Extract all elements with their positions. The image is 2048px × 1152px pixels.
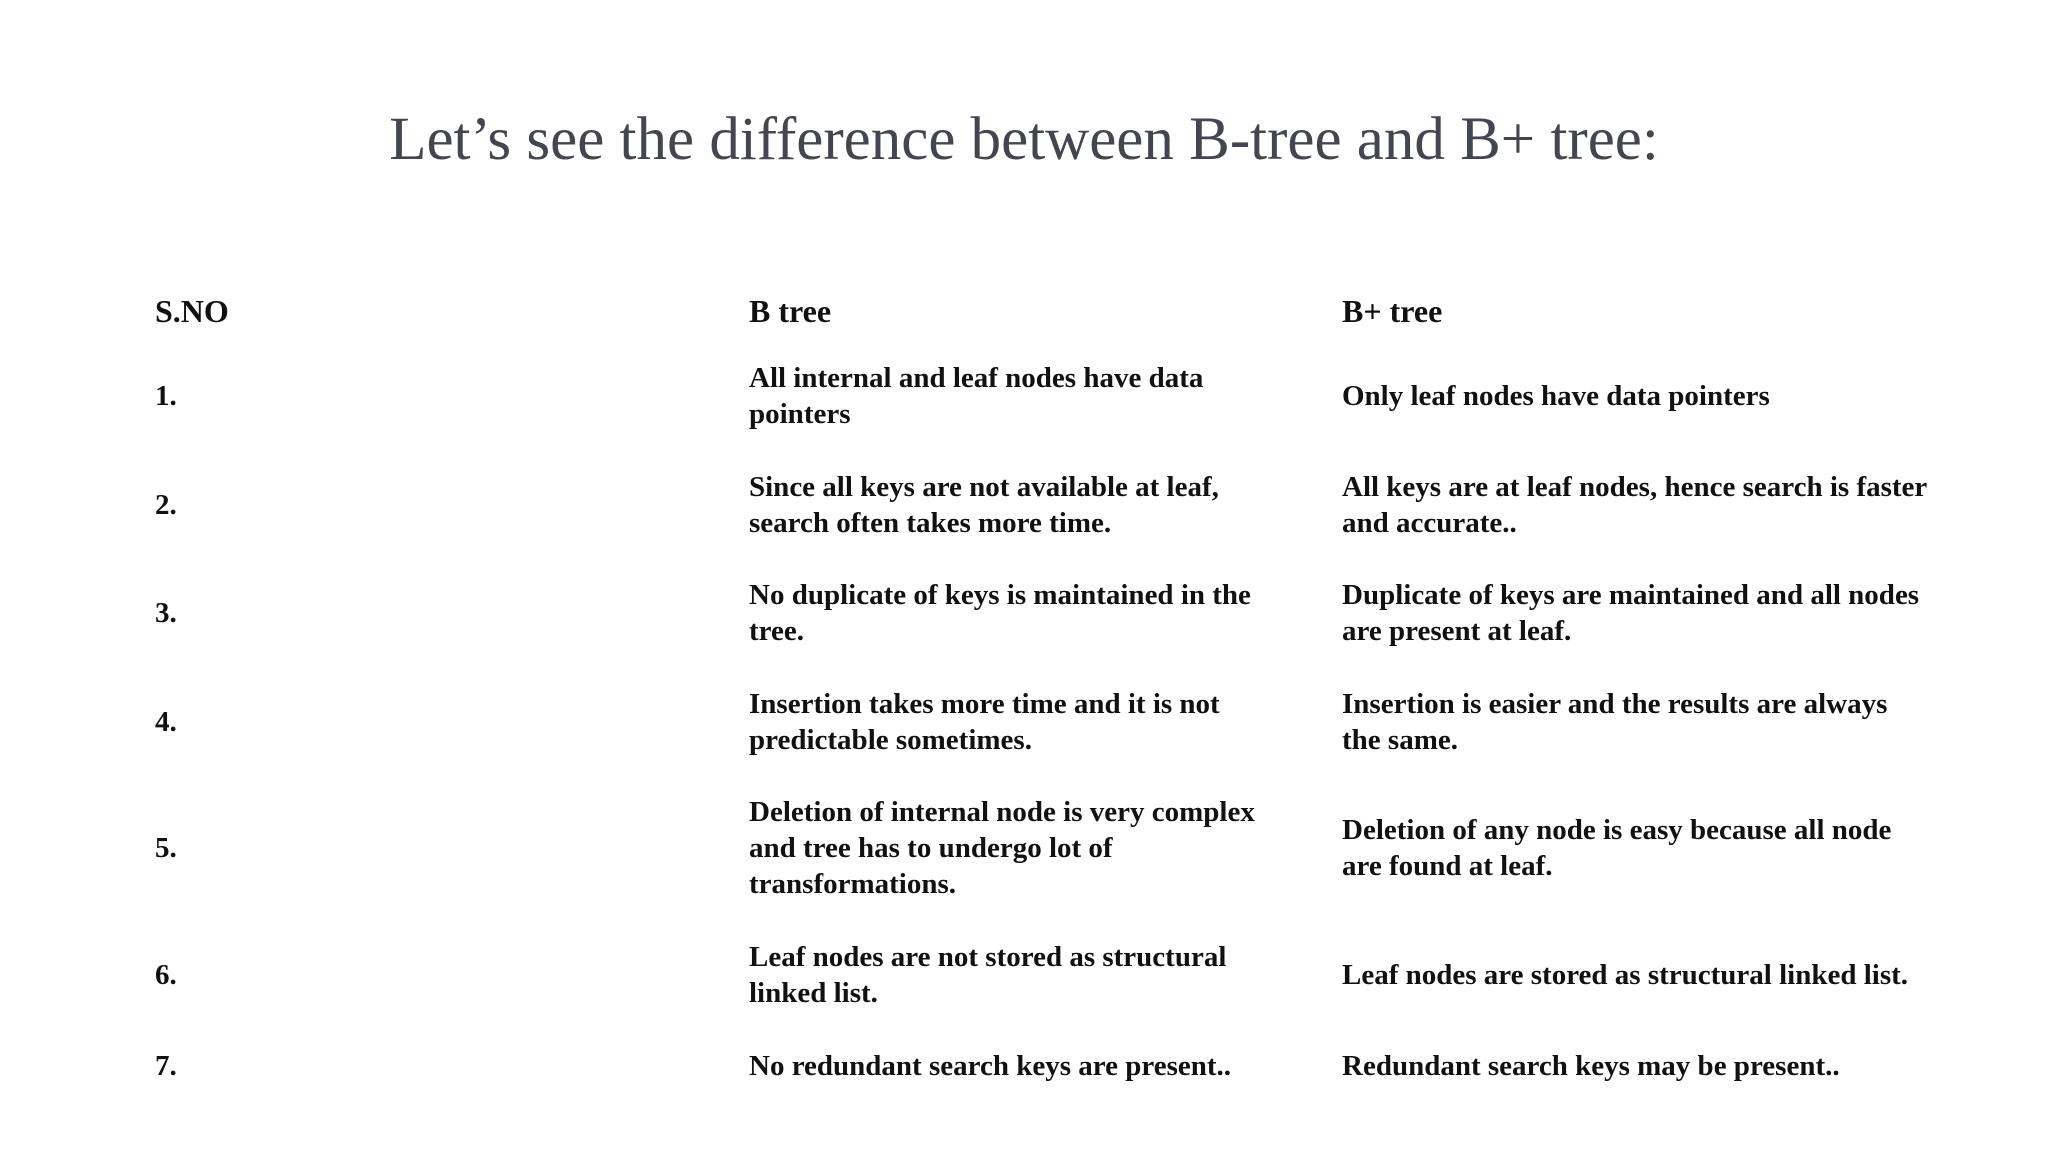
btree-cell: Since all keys are not available at leaf, search often takes more time. bbox=[749, 471, 1219, 539]
btree-cell: Leaf nodes are not stored as structural linked list. bbox=[749, 941, 1227, 1009]
slide-title: Let’s see the difference between B-tree and B+ tree: bbox=[389, 106, 1659, 173]
bplus-tree-cell: Insertion is easier and the results are always the same. bbox=[1342, 688, 1888, 756]
header-sno: S.NO bbox=[155, 293, 229, 329]
bplus-tree-cell: All keys are at leaf nodes, hence search is faster and accurate.. bbox=[1342, 471, 1927, 539]
bplus-tree-cell: Duplicate of keys are maintained and all nodes are present at leaf. bbox=[1342, 579, 1920, 647]
table-row bbox=[155, 1046, 1955, 1086]
header-btree: B tree bbox=[749, 293, 832, 329]
row-number: 2. bbox=[155, 489, 177, 521]
bplus-tree-cell: Only leaf nodes have data pointers bbox=[1342, 380, 1770, 412]
table-row bbox=[155, 575, 1955, 651]
btree-cell: All internal and leaf nodes have data pointers bbox=[749, 362, 1204, 430]
btree-cell: No redundant search keys are present.. bbox=[749, 1050, 1232, 1082]
table-header-row bbox=[155, 287, 1955, 335]
table-row bbox=[155, 937, 1955, 1013]
row-number: 5. bbox=[155, 832, 177, 864]
row-number: 1. bbox=[155, 380, 177, 412]
btree-cell: Deletion of internal node is very complex and tree has to undergo lot of transformations. bbox=[749, 796, 1255, 900]
bplus-tree-cell: Redundant search keys may be present.. bbox=[1342, 1050, 1840, 1082]
bplus-tree-cell: Deletion of any node is easy because all node are found at leaf. bbox=[1342, 814, 1892, 882]
row-number: 6. bbox=[155, 959, 177, 991]
table-row bbox=[155, 467, 1955, 543]
bplus-tree-cell: Leaf nodes are stored as structural linked list. bbox=[1342, 959, 1909, 991]
table-row bbox=[155, 792, 1955, 904]
header-bplus-tree: B+ tree bbox=[1342, 293, 1443, 329]
table-row bbox=[155, 684, 1955, 760]
row-number: 4. bbox=[155, 706, 177, 738]
btree-cell: No duplicate of keys is maintained in the tree. bbox=[749, 579, 1251, 647]
table-row bbox=[155, 358, 1955, 434]
btree-cell: Insertion takes more time and it is not predictable sometimes. bbox=[749, 688, 1220, 756]
row-number: 3. bbox=[155, 597, 177, 629]
row-number: 7. bbox=[155, 1050, 177, 1082]
